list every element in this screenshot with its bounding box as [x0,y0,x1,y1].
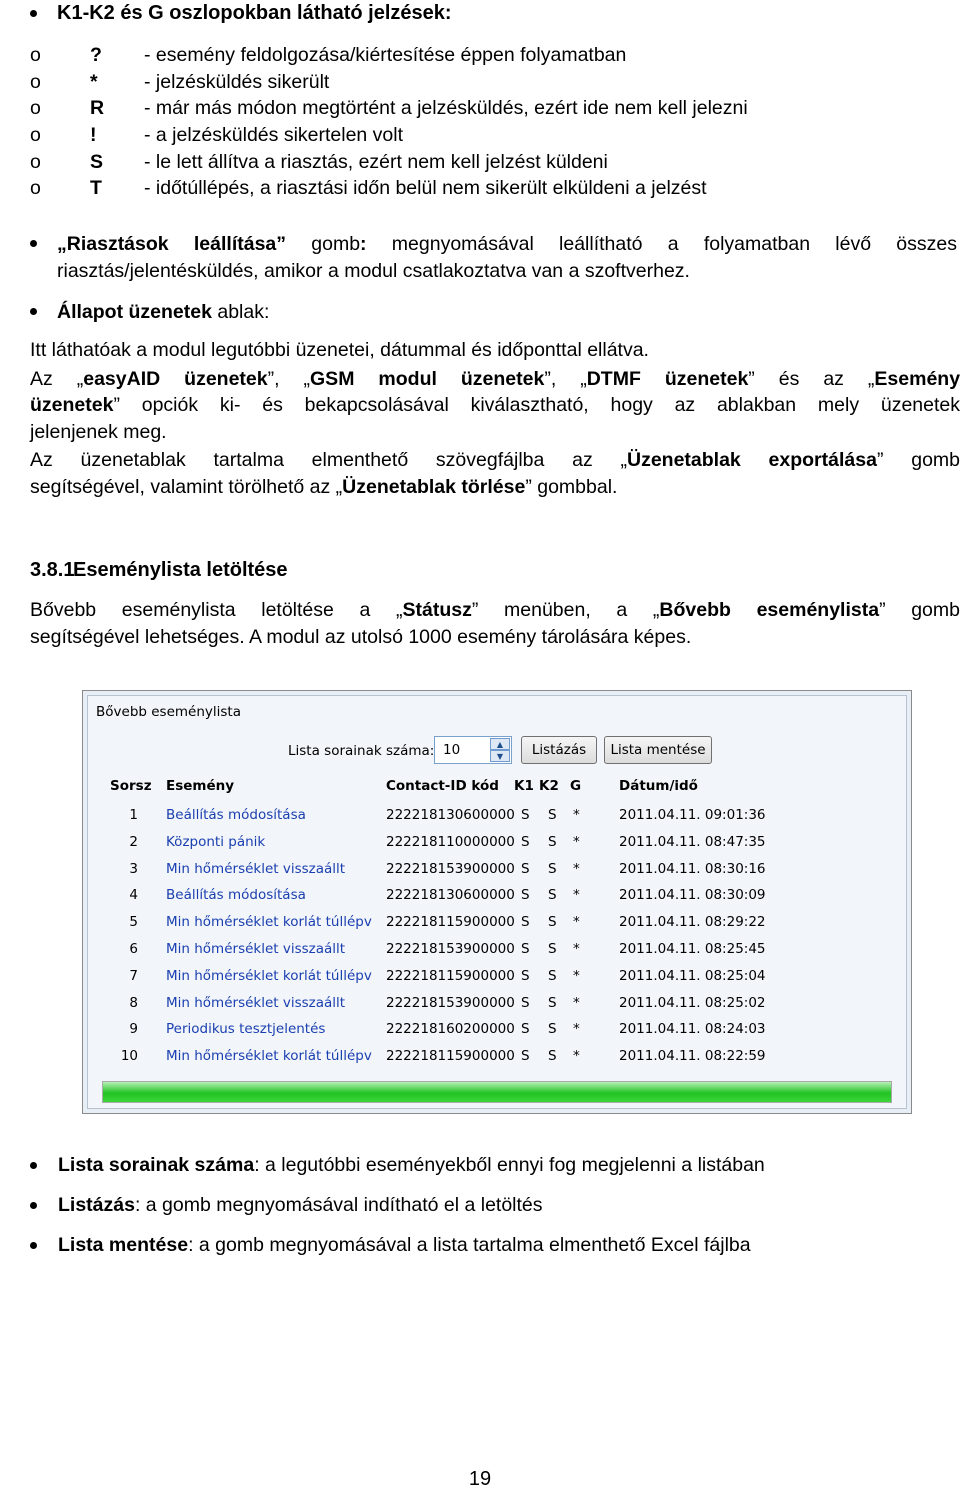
row-event: Min hőmérséklet visszaállt [166,994,346,1011]
code-description: - időtúllépés, a riasztási időn belül nem sikerült elküldeni a jelzést [144,177,707,200]
text-span: ”, „ [544,367,587,390]
text-span: : a gomb megnyomásával indítható el a letöltés [134,1194,543,1216]
text-span: Üzenetablak törlése [342,475,526,498]
column-header-contact-id: Contact-ID kód [386,778,499,794]
list-bullet: o [30,44,41,66]
row-index: 10 [120,1048,138,1065]
section-number: 3.8.1 [30,559,75,581]
text-span: Lista sorainak száma [58,1154,255,1176]
row-k2: S [548,833,557,850]
bullet-icon [30,10,37,17]
table-row[interactable] [88,964,906,991]
text-span: Üzenetablak exportálása [626,449,877,471]
text-span: Bővebb eseménylista [659,599,880,621]
row-g: * [573,994,580,1011]
list-item [58,1192,543,1219]
row-index: 9 [129,1021,138,1038]
text-span: ablak: [211,301,270,323]
bullet-icon [30,1162,37,1169]
row-event: Min hőmérséklet korlát túllépv [166,967,372,984]
text-span: üzenetek [30,394,114,416]
text-line [30,447,960,474]
table-row[interactable] [88,1044,906,1071]
text-span: megnyomásával leállítható a folyamatban lévő összes [366,233,957,255]
row-datetime: 2011.04.11. 08:25:45 [619,941,766,957]
table-row[interactable] [88,910,906,937]
column-header-event: Esemény [166,778,235,794]
text-line [30,366,960,393]
row-k1: S [521,1021,530,1038]
column-header-k2: K2 [539,778,559,794]
text-span: : a gomb megnyomásával a lista tartalma elmenthető Excel fájlba [188,1234,751,1256]
code-symbol: S [90,150,104,173]
text-span: Az üzenetablak tartalma elmenthető szövegfájlba az „ [30,449,627,471]
row-contact-id: 222218160200000 [386,1021,515,1038]
table-row[interactable] [88,857,906,884]
list-button[interactable]: Listázás [521,736,597,764]
text-span: GSM modul üzenetek [310,367,545,390]
row-g: * [573,941,580,957]
rows-count-value: 10 [443,742,461,758]
stepper-buttons [490,738,510,762]
row-g: * [573,1021,580,1038]
row-k2: S [548,941,557,957]
row-k2: S [548,994,557,1011]
chevron-up-icon[interactable]: ▲ [490,738,510,750]
text-span: Az „ [30,367,84,390]
table-row[interactable] [88,937,906,964]
row-event: Központi pánik [166,833,266,850]
text-span: Esemény [874,367,960,390]
row-k1: S [521,833,530,850]
status-window-name: Állapot üzenetek [57,301,212,323]
row-datetime: 2011.04.11. 08:24:03 [619,1021,766,1038]
progress-fill [103,1082,891,1102]
bullet-icon [30,1242,37,1249]
row-contact-id: 222218153900000 [386,860,515,877]
text-line [30,597,960,624]
text-span: : a legutóbbi eseményekből ennyi fog megjelenni a listában [254,1154,765,1176]
row-datetime: 2011.04.11. 08:30:09 [619,887,766,904]
row-datetime: 2011.04.11. 09:01:36 [619,807,766,823]
code-description: - már más módon megtörtént a jelzésküldés, ezért ide nem kell jelezni [144,97,748,120]
list-bullet: o [30,124,41,147]
list-bullet: o [30,70,41,93]
text-span: ” és az „ [748,367,875,390]
text-line: Itt láthatóak a modul legutóbbi üzenetei, dátummal és időponttal ellátva. [30,339,649,361]
row-k1: S [521,807,530,823]
row-contact-id: 222218115900000 [386,914,515,931]
row-k2: S [548,807,557,823]
text-span: Státusz [402,599,472,621]
window-body [87,695,907,1109]
table-row[interactable] [88,991,906,1018]
row-g: * [573,860,580,877]
code-symbol: ! [90,124,97,147]
row-k1: S [521,967,530,984]
row-k2: S [548,860,557,877]
text-span: ” opciók ki- és bekapcsolásával kiválasztható, hogy az ablakban mely üzenetek [113,394,960,416]
text-span: easyAID üzenetek [83,367,268,390]
row-index: 4 [129,887,138,904]
row-index: 5 [129,914,138,931]
row-g: * [573,1048,580,1065]
status-paragraphs [30,337,960,500]
row-datetime: 2011.04.11. 08:30:16 [619,860,766,877]
text-line: riasztás/jelentésküldés, amikor a modul csatlakoztatva van a szoftverhez. [57,259,690,282]
row-index: 8 [129,994,138,1011]
bullet-icon [30,240,37,247]
text-span: Bővebb eseménylista letöltése a „ [30,599,403,621]
row-k1: S [521,994,530,1011]
row-k2: S [548,914,557,931]
row-g: * [573,807,580,823]
row-datetime: 2011.04.11. 08:25:02 [619,994,766,1011]
column-header-k1: K1 [514,778,534,794]
row-index: 1 [129,807,138,823]
row-k2: S [548,887,557,904]
row-k1: S [521,914,530,931]
section-title: Eseménylista letöltése [73,559,288,581]
row-event: Min hőmérséklet korlát túllépv [166,914,372,931]
text-span: DTMF üzenetek [586,367,749,390]
row-event: Min hőmérséklet visszaállt [166,860,346,877]
bullet-icon [30,308,37,315]
text-line: jelenjenek meg. [30,420,167,443]
rows-count-label: Lista sorainak száma: [288,743,435,759]
table-row[interactable] [88,1017,906,1044]
table-row[interactable] [88,883,906,910]
codes-heading: K1-K2 és G oszlopokban látható jelzések: [57,2,452,24]
code-symbol: * [90,70,98,93]
list-bullet: o [30,177,41,200]
progress-bar [102,1081,892,1103]
alarm-stop-paragraph [57,231,957,284]
text-span: ”, „ [267,367,311,390]
text-span: Listázás [58,1194,135,1216]
save-list-button[interactable]: Lista mentése [604,736,712,764]
list-bullet: o [30,97,41,120]
row-datetime: 2011.04.11. 08:29:22 [619,914,766,931]
row-contact-id: 222218130600000 [386,807,515,823]
row-k2: S [548,967,557,984]
code-symbol: R [90,97,105,120]
text-span: ” gombbal. [525,475,618,498]
row-contact-id: 222218153900000 [386,941,515,957]
row-k1: S [521,887,530,904]
text-span: Lista mentése [58,1234,189,1256]
page-number: 19 [468,1468,492,1490]
window-title: Bővebb eseménylista [96,704,241,720]
code-description: - jelzésküldés sikerült [144,70,330,93]
row-contact-id: 222218153900000 [386,994,515,1011]
row-index: 2 [129,833,138,850]
row-k1: S [521,860,530,877]
column-header-index: Sorsz [110,778,152,794]
row-k1: S [521,941,530,957]
row-k2: S [548,1048,557,1065]
chevron-down-icon[interactable]: ▼ [490,750,510,762]
row-g: * [573,887,580,904]
text-span: ” gomb [879,599,960,621]
text-line: segítségével lehetséges. A modul az utolsó 1000 esemény tárolására képes. [30,625,692,648]
row-index: 3 [129,860,138,877]
text-line [30,474,960,501]
row-g: * [573,833,580,850]
table-row[interactable] [88,803,906,830]
code-description: - esemény feldolgozása/kiértesítése éppen folyamatban [144,44,627,66]
code-description: - a jelzésküldés sikertelen volt [144,124,404,147]
table-row[interactable] [88,830,906,857]
text-span: gomb [286,233,361,255]
text-span: ” gomb [876,449,960,471]
rows-count-stepper[interactable] [434,736,512,764]
row-datetime: 2011.04.11. 08:22:59 [619,1048,766,1065]
row-k1: S [521,1048,530,1065]
row-contact-id: 222218110000000 [386,833,515,850]
list-item [58,1232,751,1259]
row-index: 6 [129,941,138,957]
status-heading [57,299,269,326]
row-event: Beállítás módosítása [166,887,306,904]
row-g: * [573,967,580,984]
section-paragraph [30,597,960,650]
text-span: segítségével, valamint törölhető az „ [30,475,343,498]
code-symbol: ? [90,44,102,66]
row-contact-id: 222218130600000 [386,887,515,904]
code-symbol: T [90,177,102,200]
row-contact-id: 222218115900000 [386,967,515,984]
row-k2: S [548,1021,557,1038]
row-g: * [573,914,580,931]
row-datetime: 2011.04.11. 08:47:35 [619,833,766,850]
bullet-icon [30,1202,37,1209]
code-description: - le lett állítva a riasztás, ezért nem kell jelzést küldeni [144,150,608,173]
row-event: Periodikus tesztjelentés [166,1021,326,1038]
column-header-g: G [570,778,582,794]
text-line [30,392,960,419]
row-datetime: 2011.04.11. 08:25:04 [619,967,766,984]
list-bullet: o [30,150,41,173]
list-item [58,1152,765,1179]
column-header-datetime: Dátum/idő [619,778,698,794]
text-span: ” menüben, a „ [471,599,660,621]
row-event: Min hőmérséklet visszaállt [166,941,346,957]
event-list-window [82,690,912,1114]
row-event: Beállítás módosítása [166,807,306,823]
row-contact-id: 222218115900000 [386,1048,515,1065]
alarm-stop-button-name: „Riasztások leállítása” [57,233,287,255]
row-event: Min hőmérséklet korlát túllépv [166,1048,372,1065]
row-index: 7 [129,967,138,984]
text-span: : [360,233,367,255]
